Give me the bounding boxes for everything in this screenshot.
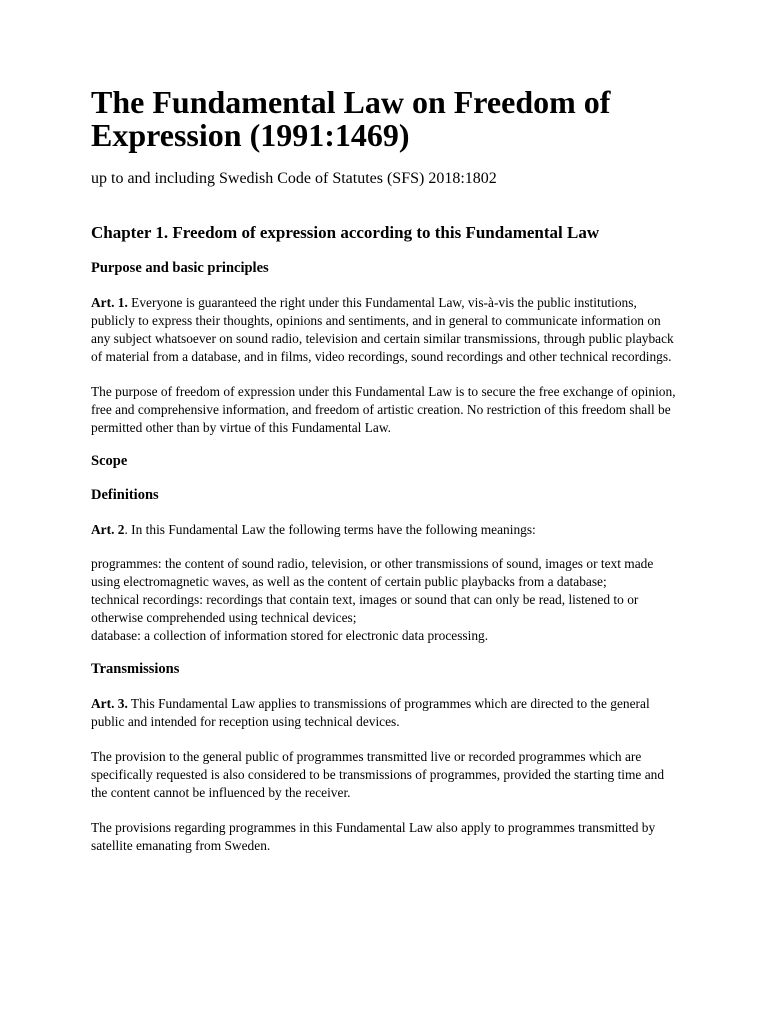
article-3-text: This Fundamental Law applies to transmissions of programmes which are directed to the general public and intended for reception using technical devices. bbox=[91, 696, 650, 729]
satellite-paragraph: The provisions regarding programmes in this Fundamental Law also apply to programmes transmitted by satellite emanating from Sweden. bbox=[91, 820, 656, 853]
article-1-text: Everyone is guaranteed the right under this Fundamental Law, vis-à-vis the public institutions, publicly to express their thoughts, opinions and sentiments, and in general to communicate information on any subject whatsoever on sound radio, television and certain similar transmissions, through public playback of material from a database, and in films, video recordings, sound recordings and other technical recordings. bbox=[91, 295, 674, 364]
document-subtitle: up to and including Swedish Code of Statutes (SFS) 2018:1802 bbox=[91, 170, 497, 187]
document-title: The Fundamental Law on Freedom of Expression (1991:1469) bbox=[91, 84, 611, 153]
article-1-label: Art. 1. bbox=[91, 295, 128, 310]
definitions-list bbox=[91, 555, 680, 645]
article-3-label: Art. 3. bbox=[91, 696, 128, 711]
article-2-text: . In this Fundamental Law the following terms have the following meanings: bbox=[124, 522, 536, 537]
section-heading-transmissions: Transmissions bbox=[91, 661, 180, 677]
article-2-paragraph bbox=[91, 521, 680, 539]
chapter-heading: Chapter 1. Freedom of expression according to this Fundamental Law bbox=[91, 223, 600, 242]
definition-technical-recordings: technical recordings: recordings that contain text, images or sound that can only be read, listened to or otherwise comprehended using technical devices; bbox=[91, 592, 639, 625]
article-1-paragraph bbox=[91, 294, 680, 366]
section-heading-definitions: Definitions bbox=[91, 487, 159, 503]
definition-database: database: a collection of information stored for electronic data processing. bbox=[91, 628, 489, 643]
purpose-paragraph: The purpose of freedom of expression under this Fundamental Law is to secure the free exchange of opinion, free and comprehensive information, and freedom of artistic creation. No restriction of this freedom shall be permitted other than by virtue of this Fundamental Law. bbox=[91, 384, 676, 435]
definition-programmes: programmes: the content of sound radio, television, or other transmissions of sound, images or text made using electromagnetic waves, as well as the content of certain public playbacks from a database; bbox=[91, 556, 654, 589]
article-2-label: Art. 2 bbox=[91, 522, 125, 537]
section-heading-scope: Scope bbox=[91, 453, 128, 469]
provision-paragraph: The provision to the general public of programmes transmitted live or recorded programmes which are specifically requested is also considered to be transmissions of programmes, provided the starting time and the content cannot be influenced by the receiver. bbox=[91, 749, 665, 800]
section-heading-purpose: Purpose and basic principles bbox=[91, 260, 269, 276]
article-3-paragraph bbox=[91, 695, 680, 731]
